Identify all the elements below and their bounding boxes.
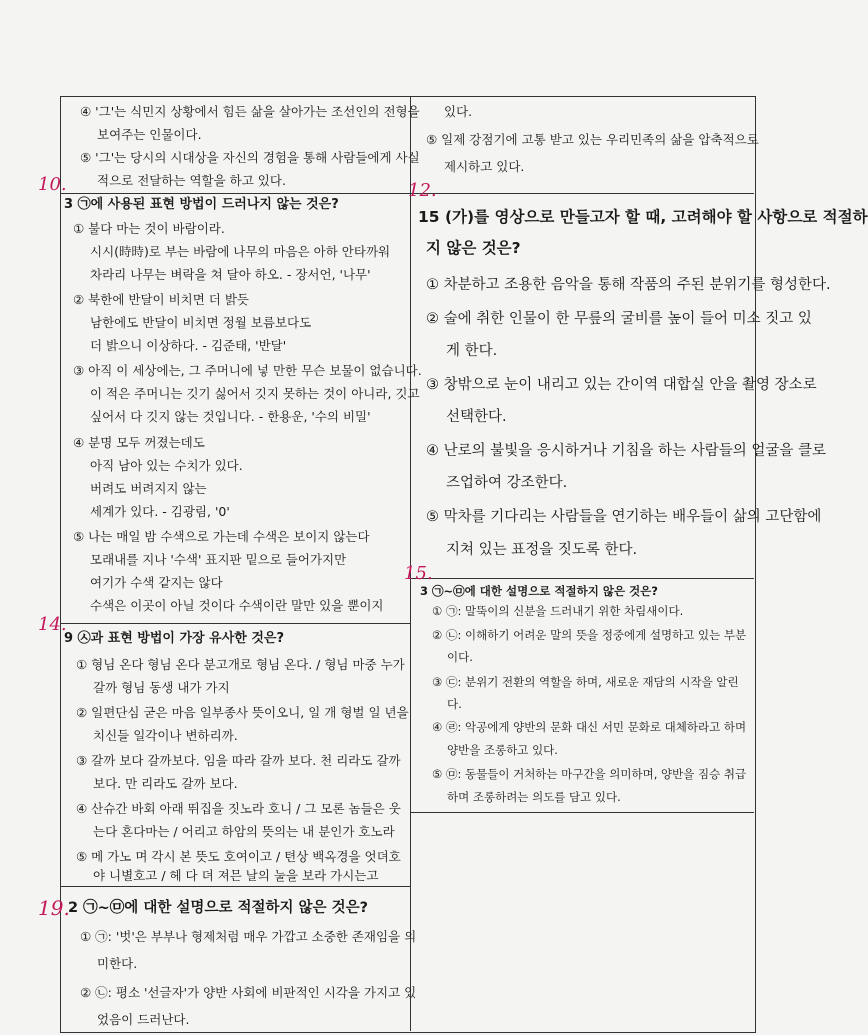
q10-line: 버려도 버려지지 않는 [90,481,207,496]
q14-line: ③ 갈까 보다 갈까보다. 임을 따라 갈까 보다. 천 리라도 갈까 [76,753,401,768]
q19-line: 었음이 드러난다. [97,1012,190,1027]
q10-line: 모래내를 지나 '수색' 표지판 밑으로 들어가지만 [90,552,347,567]
q14-handwritten-mark: 14. [38,614,67,635]
q15-line: ① ㉠: 말뚝이의 신분을 드러내기 위한 차림새이다. [432,604,684,618]
left-top-line-2: 보여주는 인물이다. [97,127,202,142]
q15-handwritten-mark: 15. [404,563,433,584]
q14-line: ⑤ 메 가노 며 각시 본 뜻도 호여이고 / 텬상 백옥경을 엇뎌호 [76,849,401,864]
q10-line: 시시(時時)로 부는 바람에 나무의 마음은 아하 안타까워 [90,244,391,259]
q15-line: 다. [447,697,462,711]
q10-line: 세계가 있다. - 김광림, '0' [90,504,230,519]
right-top-line-3: 제시하고 있다. [444,159,525,174]
right-top-line-2: ⑤ 일제 강점기에 고통 받고 있는 우리민족의 삶을 압축적으로 [426,132,759,147]
right-top-line-1: 있다. [444,104,473,119]
q10-line: ② 북한에 반달이 비치면 더 밝듯 [73,292,249,307]
right-divider-1 [410,193,754,194]
q12-line: ② 술에 취한 인물이 한 무릎의 굴비를 높이 들어 미소 짓고 있 [426,311,812,327]
q12-question-line-1: 15 (가)를 영상으로 만들고자 할 때, 고려해야 할 사항으로 적절하 [418,208,868,226]
q14-line: ④ 산슈간 바회 아래 뛰집을 짓노라 호니 / 그 모론 놈들은 웃 [76,801,401,816]
left-top-line-1: ④ '그'는 식민지 상황에서 힘든 삶을 살아가는 조선인의 전형을 [80,104,420,119]
q14-line: ② 일편단심 굳은 마음 일부종사 뜻이오니, 일 개 형벌 일 년을 [76,705,409,720]
q19-question: 2 ㉠~㉤에 대한 설명으로 적절하지 않은 것은? [68,900,369,916]
left-divider-3 [60,886,410,887]
q15-line: ③ ㉢: 분위기 전환의 역할을 하며, 새로운 재담의 시작을 알린 [432,675,739,689]
left-top-line-3: ⑤ '그'는 당시의 시대상을 자신의 경험을 통해 사람들에게 사실 [80,150,420,165]
q12-line: 지쳐 있는 표정을 짓도록 한다. [446,542,638,558]
q14-line: 갈까 형님 동생 내가 가지 [93,680,230,695]
right-divider-2 [410,578,754,579]
left-divider-2 [60,623,410,624]
q12-line: 즈업하여 강조한다. [446,475,568,491]
q10-line: 여기가 수색 같지는 않다 [90,575,223,590]
q15-line: 하며 조롱하려는 의도를 담고 있다. [447,790,621,804]
q12-line: ⑤ 막차를 기다리는 사람들을 연기하는 배우들이 삶의 고단함에 [426,509,822,525]
q14-line: ① 형님 온다 형님 온다 분고개로 형님 온다. / 형님 마중 누가 [76,657,405,672]
q12-question-line-2: 지 않은 것은? [426,239,521,257]
q10-line: 아직 남아 있는 수치가 있다. [90,458,243,473]
q10-line: ③ 아직 이 세상에는, 그 주머니에 넣 만한 무슨 보물이 없습니다. [73,363,422,378]
q15-line: ⑤ ㉤: 동물들이 거처하는 마구간을 의미하며, 양반을 짐승 취급 [432,767,747,781]
q14-line: 는다 혼다마는 / 어리고 하암의 뜻의는 내 분인가 호노라 [93,824,395,839]
q10-line: 싶어서 다 깃지 않는 것입니다. - 한용운, '수의 비밀' [90,409,371,424]
right-divider-3 [410,812,754,813]
q19-line: ① ㉠: '벗'은 부부나 형제처럼 매우 가깝고 소중한 존재임을 의 [80,929,417,944]
q14-line: 치신들 일각이나 변하리까. [93,728,238,743]
q10-handwritten-mark: 10. [38,174,67,195]
q12-line: ④ 난로의 불빛을 응시하거나 기침을 하는 사람들의 얼굴을 클로 [426,443,827,459]
q12-handwritten-mark: 12. [408,180,437,201]
q14-line: 야 니별호고 / 헤 다 뎌 져믄 날의 눌을 보라 가시는고 [93,868,379,883]
q10-line: ⑤ 나는 매일 밤 수색으로 가는데 수색은 보이지 않는다 [73,529,370,544]
q12-line: ③ 창밖으로 눈이 내리고 있는 간이역 대합실 안을 촬영 장소로 [426,377,817,393]
q15-line: ④ ㉣: 악공에게 양반의 문화 대신 서민 문화로 대체하라고 하며 [432,720,747,734]
q12-line: 게 한다. [446,343,498,359]
q10-line: 차라리 나무는 벼락을 쳐 달아 하오. - 장서언, '나무' [90,267,371,282]
q14-question: 9 ㉦과 표현 방법이 가장 유사한 것은? [64,631,284,646]
q19-handwritten-mark: 19. [38,896,70,920]
q10-line: 남한에도 반달이 비치면 정월 보름보다도 [90,315,312,330]
q15-question: 3 ㉠~㉤에 대한 설명으로 적절하지 않은 것은? [420,584,658,598]
q12-line: 선택한다. [446,409,507,425]
q10-question: 3 ㉠에 사용된 표현 방법이 드러나지 않는 것은? [64,197,339,212]
q10-line: ① 불다 마는 것이 바람이라. [73,221,225,236]
q10-line: 수색은 이곳이 아닐 것이다 수색이란 말만 있을 뿐이지 [90,598,384,613]
q12-line: ① 차분하고 조용한 음악을 통해 작품의 주된 분위기를 형성한다. [426,277,831,293]
q10-line: 이 적은 주머니는 깃기 싫어서 깃지 못하는 것이 아니라, 깃고 [90,386,420,401]
q10-line: ④ 분명 모두 꺼졌는데도 [73,435,205,450]
q15-line: 이다. [447,650,473,664]
q14-line: 보다. 만 리라도 갈까 보다. [93,776,238,791]
q19-line: 미한다. [97,956,138,971]
q10-line: 더 밝으니 이상하다. - 김준태, '반달' [90,338,287,353]
q15-line: 양반을 조롱하고 있다. [447,743,558,757]
left-top-line-4: 적으로 전달하는 역할을 하고 있다. [97,173,286,188]
q15-line: ② ㉡: 이해하기 어려운 말의 뜻을 정중에게 설명하고 있는 부분 [432,628,747,642]
left-divider-1 [60,193,410,194]
q19-line: ② ㉡: 평소 '선글자'가 양반 사회에 비판적인 시각을 가지고 있 [80,985,417,1000]
